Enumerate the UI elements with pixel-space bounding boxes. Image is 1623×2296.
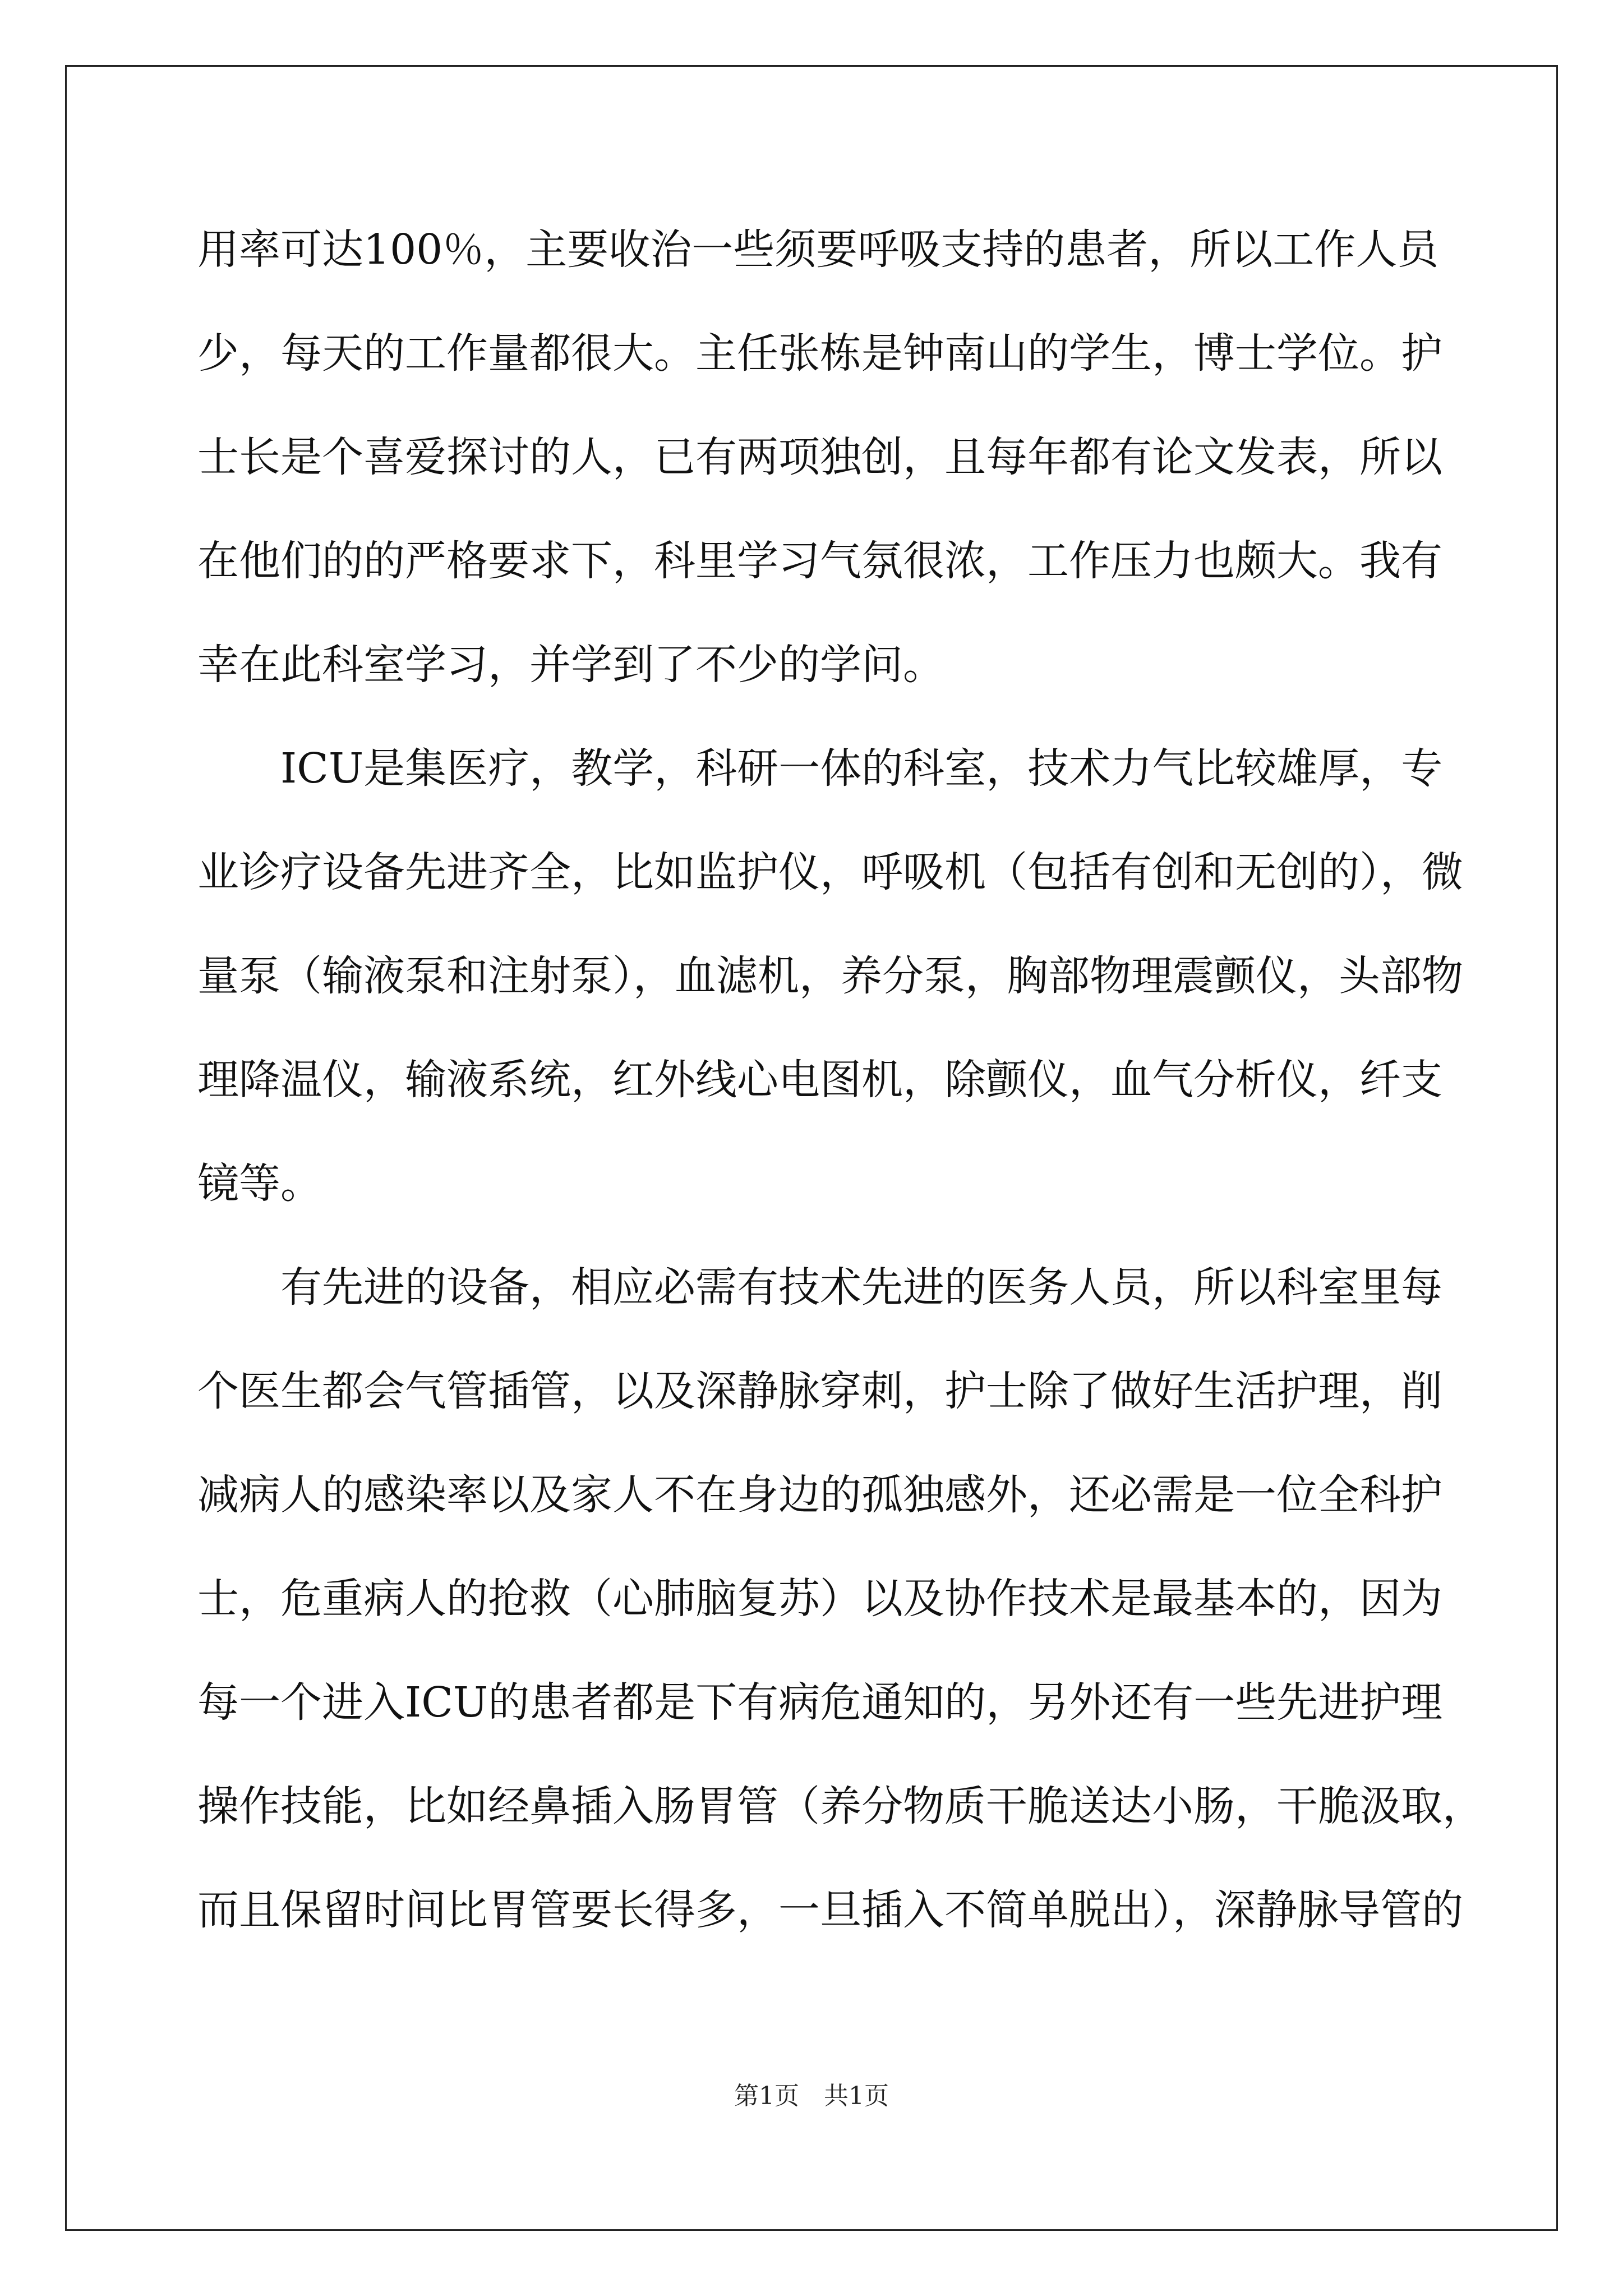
text-line: 用率可达100％，主要收治一些须要呼吸支持的患者，所以工作人员 <box>197 226 1439 274</box>
text-line: 操作技能，比如经鼻插入肠胃管（养分物质干脆送达小肠，干脆汲取， <box>197 1782 1484 1830</box>
text-line: 有先进的设备，相应必需有技术先进的医务人员，所以科室里每 <box>197 1263 1442 1312</box>
text-line: 士长是个喜爱探讨的人，已有两项独创，且每年都有论文发表，所以 <box>197 433 1442 481</box>
text-line: 少，每天的工作量都很大。主任张栋是钟南山的学生，博士学位。护 <box>197 329 1442 378</box>
text-line: 每一个进入ICU的患者都是下有病危通知的，另外还有一些先进护理 <box>197 1678 1443 1727</box>
text-line: ICU是集医疗，教学，科研一体的科室，技术力气比较雄厚，专 <box>197 744 1443 793</box>
text-line: 个医生都会气管插管，以及深静脉穿刺，护士除了做好生活护理，削 <box>197 1367 1442 1415</box>
text-line: 减病人的感染率以及家人不在身边的孤独感外，还必需是一位全科护 <box>197 1471 1442 1519</box>
text-line: 士，危重病人的抢救（心肺脑复苏）以及协作技术是最基本的，因为 <box>197 1575 1442 1623</box>
text-line: 在他们的的严格要求下，科里学习气氛很浓，工作压力也颇大。我有 <box>197 537 1442 585</box>
text-line: 镜等。 <box>197 1159 322 1208</box>
text-line: 而且保留时间比胃管要长得多，一旦插入不简单脱出），深静脉导管的 <box>197 1886 1463 1934</box>
text-line: 业诊疗设备先进齐全，比如监护仪，呼吸机（包括有创和无创的），微 <box>197 848 1463 896</box>
document-body <box>197 219 1484 1983</box>
text-line: 幸在此科室学习，并学到了不少的学问。 <box>197 641 944 689</box>
text-line: 量泵（输液泵和注射泵），血滤机，养分泵，胸部物理震颤仪，头部物 <box>197 952 1463 1000</box>
text-line: 理降温仪，输液系统，红外线心电图机，除颤仪，血气分析仪，纤支 <box>197 1056 1442 1104</box>
page-footer: 第1页 共1页 <box>734 2082 889 2110</box>
